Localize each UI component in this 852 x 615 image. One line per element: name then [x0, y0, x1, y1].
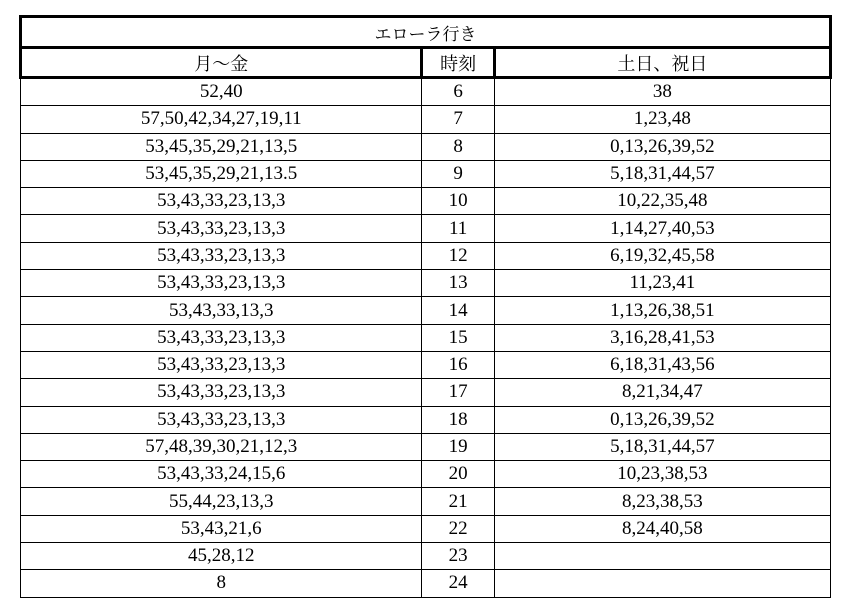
weekday-minutes-cell: 45,28,12: [21, 543, 422, 570]
weekday-minutes-cell: 53,43,33,23,13,3: [21, 406, 422, 433]
holiday-minutes-cell: 10,23,38,53: [494, 461, 830, 488]
holiday-minutes-cell: 1,23,48: [494, 106, 830, 133]
table-row: [21, 379, 831, 406]
table-row: [21, 488, 831, 515]
table-row: [21, 570, 831, 597]
hour-cell: 12: [422, 242, 494, 269]
holiday-minutes-cell: 5,18,31,44,57: [494, 433, 830, 460]
holiday-minutes-cell: 1,13,26,38,51: [494, 297, 830, 324]
table-row: [21, 297, 831, 324]
weekday-minutes-cell: 52,40: [21, 78, 422, 106]
header-row: [21, 48, 831, 78]
weekday-minutes-cell: 53,43,33,13,3: [21, 297, 422, 324]
table-row: [21, 188, 831, 215]
table-row: [21, 133, 831, 160]
holiday-minutes-cell: 38: [494, 78, 830, 106]
weekday-minutes-cell: 8: [21, 570, 422, 597]
header-holiday: 土日、祝日: [494, 48, 830, 78]
weekday-minutes-cell: 55,44,23,13,3: [21, 488, 422, 515]
hour-cell: 8: [422, 133, 494, 160]
holiday-minutes-cell: 8,21,34,47: [494, 379, 830, 406]
holiday-minutes-cell: 10,22,35,48: [494, 188, 830, 215]
timetable: [19, 15, 832, 598]
weekday-minutes-cell: 53,43,33,23,13,3: [21, 351, 422, 378]
weekday-minutes-cell: 53,43,33,23,13,3: [21, 324, 422, 351]
holiday-minutes-cell: 0,13,26,39,52: [494, 406, 830, 433]
holiday-minutes-cell: 6,18,31,43,56: [494, 351, 830, 378]
hour-cell: 23: [422, 543, 494, 570]
table-row: [21, 270, 831, 297]
timetable-body: [21, 78, 831, 598]
holiday-minutes-cell: [494, 543, 830, 570]
weekday-minutes-cell: 53,43,33,23,13,3: [21, 215, 422, 242]
table-row: [21, 351, 831, 378]
table-row: [21, 160, 831, 187]
hour-cell: 24: [422, 570, 494, 597]
hour-cell: 11: [422, 215, 494, 242]
holiday-minutes-cell: 8,24,40,58: [494, 515, 830, 542]
table-row: [21, 406, 831, 433]
holiday-minutes-cell: 8,23,38,53: [494, 488, 830, 515]
header-weekday: 月～金: [21, 48, 422, 78]
weekday-minutes-cell: 57,48,39,30,21,12,3: [21, 433, 422, 460]
table-row: [21, 215, 831, 242]
table-row: [21, 543, 831, 570]
table-row: [21, 242, 831, 269]
holiday-minutes-cell: [494, 570, 830, 597]
holiday-minutes-cell: 3,16,28,41,53: [494, 324, 830, 351]
hour-cell: 16: [422, 351, 494, 378]
weekday-minutes-cell: 53,43,33,23,13,3: [21, 242, 422, 269]
table-row: [21, 324, 831, 351]
holiday-minutes-cell: 11,23,41: [494, 270, 830, 297]
hour-cell: 14: [422, 297, 494, 324]
table-row: [21, 461, 831, 488]
hour-cell: 9: [422, 160, 494, 187]
hour-cell: 17: [422, 379, 494, 406]
weekday-minutes-cell: 53,45,35,29,21,13.5: [21, 160, 422, 187]
table-row: [21, 106, 831, 133]
weekday-minutes-cell: 53,43,33,23,13,3: [21, 270, 422, 297]
weekday-minutes-cell: 57,50,42,34,27,19,11: [21, 106, 422, 133]
hour-cell: 7: [422, 106, 494, 133]
hour-cell: 13: [422, 270, 494, 297]
holiday-minutes-cell: 5,18,31,44,57: [494, 160, 830, 187]
table-row: [21, 515, 831, 542]
hour-cell: 21: [422, 488, 494, 515]
weekday-minutes-cell: 53,43,33,23,13,3: [21, 379, 422, 406]
table-title: エローラ行き: [21, 17, 831, 48]
weekday-minutes-cell: 53,43,33,24,15,6: [21, 461, 422, 488]
table-row: [21, 78, 831, 106]
header-hour: 時刻: [422, 48, 494, 78]
hour-cell: 20: [422, 461, 494, 488]
holiday-minutes-cell: 0,13,26,39,52: [494, 133, 830, 160]
holiday-minutes-cell: 6,19,32,45,58: [494, 242, 830, 269]
hour-cell: 22: [422, 515, 494, 542]
weekday-minutes-cell: 53,45,35,29,21,13,5: [21, 133, 422, 160]
hour-cell: 10: [422, 188, 494, 215]
title-row: [21, 17, 831, 48]
weekday-minutes-cell: 53,43,21,6: [21, 515, 422, 542]
table-row: [21, 433, 831, 460]
hour-cell: 18: [422, 406, 494, 433]
holiday-minutes-cell: 1,14,27,40,53: [494, 215, 830, 242]
weekday-minutes-cell: 53,43,33,23,13,3: [21, 188, 422, 215]
hour-cell: 6: [422, 78, 494, 106]
hour-cell: 15: [422, 324, 494, 351]
hour-cell: 19: [422, 433, 494, 460]
